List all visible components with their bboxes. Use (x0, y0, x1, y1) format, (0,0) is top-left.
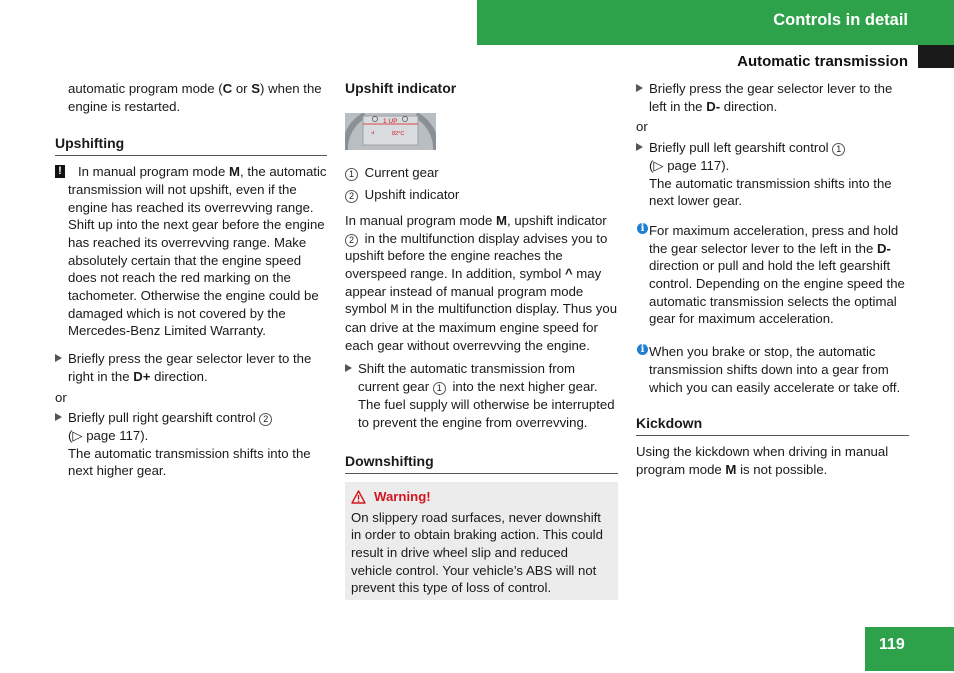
bullet-triangle-icon (55, 354, 62, 362)
svg-text:82°C: 82°C (392, 130, 405, 137)
column-3 (636, 80, 909, 478)
caution-note: ! In manual program mode M, the automatic transmission will not upshift, even if the engine has reached its overrevving range. Shift up into the next gear before the engine has reached its overrevving range. Make absolutely certain that the engine speed does not reach the red marking on the tachometer. Otherwise the engine could be damaged which is not covered by the Mercedes-Benz Limited Warranty. (55, 163, 327, 340)
or-text: or (55, 389, 67, 405)
upshift-paragraph: In manual program mode M, upshift indicator 2 in the multifunction display advises you to upshift before the engine reaches the overspeed range. In addition, symbol ^ may appear instead of manual program mode symbol M in the multifunction display. Thus you can drive at the maximum engine speed for each gear without overrevving the engine. (345, 212, 618, 353)
callout-1-icon: 1 (832, 143, 845, 156)
manual-mode-symbol: M (390, 302, 399, 318)
instrument-cluster-image (345, 113, 436, 150)
chapter-tab (918, 45, 954, 68)
section-title: Controls in detail (773, 11, 908, 29)
info-note-acceleration: i For maximum acceleration, press and hold the gear selector lever to the left in the D- direction or pull and hold the left gearshift control. Depending on the engine speed the automatic transmission selects the optimal gear for maximum acceleration. (636, 222, 909, 328)
svg-text:ⅎ: ⅎ (371, 129, 374, 136)
warning-box (345, 482, 618, 600)
svg-text:1 UP: 1 UP (383, 117, 398, 125)
page-number: 119 (879, 636, 905, 653)
bullet-press-right: Briefly press the gear selector lever to the right in the D+ direction. (55, 350, 327, 385)
callout-2-icon: 2 (259, 413, 272, 426)
info-note-braking: i When you brake or stop, the automatic transmission shifts down into a gear from which you can easily accelerate or take off. (636, 343, 909, 396)
info-icon: i (637, 223, 648, 234)
bullet-triangle-icon (636, 143, 643, 151)
bullet-pull-right: Briefly pull right gearshift control 2 (▷ page 117). The automatic transmission shifts into the next higher gear. (55, 409, 327, 480)
warning-text: On slippery road surfaces, never downshift in order to obtain braking action. This could result in drive wheel slip and reduced vehicle control. Your vehicle’s ABS will not prevent this type of loss of control. (351, 509, 603, 596)
info-icon: i (637, 344, 648, 355)
upshift-indicator-heading: Upshift indicator (345, 80, 457, 96)
exclamation-icon: ! (55, 165, 65, 178)
kickdown-paragraph: Using the kickdown when driving in manual program mode M is not possible. (636, 443, 889, 477)
page-reference: (▷ page 117). (649, 157, 730, 173)
kickdown-heading: Kickdown (636, 415, 909, 436)
column-1 (55, 80, 327, 480)
callout-1-icon: 1 (433, 382, 446, 395)
callout-2-icon: 2 (345, 234, 358, 247)
bullet-pull-left: Briefly pull left gearshift control 1 (▷ page 117). The automatic transmission shifts into the next lower gear. (636, 139, 909, 210)
or-text: or (636, 119, 648, 135)
bullet-triangle-icon (55, 413, 62, 421)
warning-triangle-icon (351, 490, 366, 504)
legend-item-1: 1 Current gear (345, 164, 618, 182)
subsection-title: Automatic transmission (737, 53, 908, 70)
warning-header: Warning! (351, 488, 612, 506)
upshifting-heading: Upshifting (55, 135, 327, 156)
callout-1-icon: 1 (345, 168, 358, 181)
bullet-press-left: Briefly press the gear selector lever to the left in the D- direction. (636, 80, 909, 115)
column-2 (345, 80, 618, 600)
bullet-triangle-icon (636, 84, 643, 92)
callout-2-icon: 2 (345, 190, 358, 203)
legend-item-2: 2 Upshift indicator (345, 186, 618, 204)
page-reference: (▷ page 117). (68, 427, 149, 443)
bullet-triangle-icon (345, 364, 352, 372)
page-number-box (865, 627, 954, 671)
downshifting-heading: Downshifting (345, 453, 618, 474)
intro-paragraph: automatic program mode (C or S) when the engine is restarted. (68, 81, 322, 114)
bullet-shift-up: Shift the automatic transmission from current gear 1 into the next higher gear. The fuel supply will otherwise be interrupted to prevent the engine from overrevving. (345, 360, 618, 431)
